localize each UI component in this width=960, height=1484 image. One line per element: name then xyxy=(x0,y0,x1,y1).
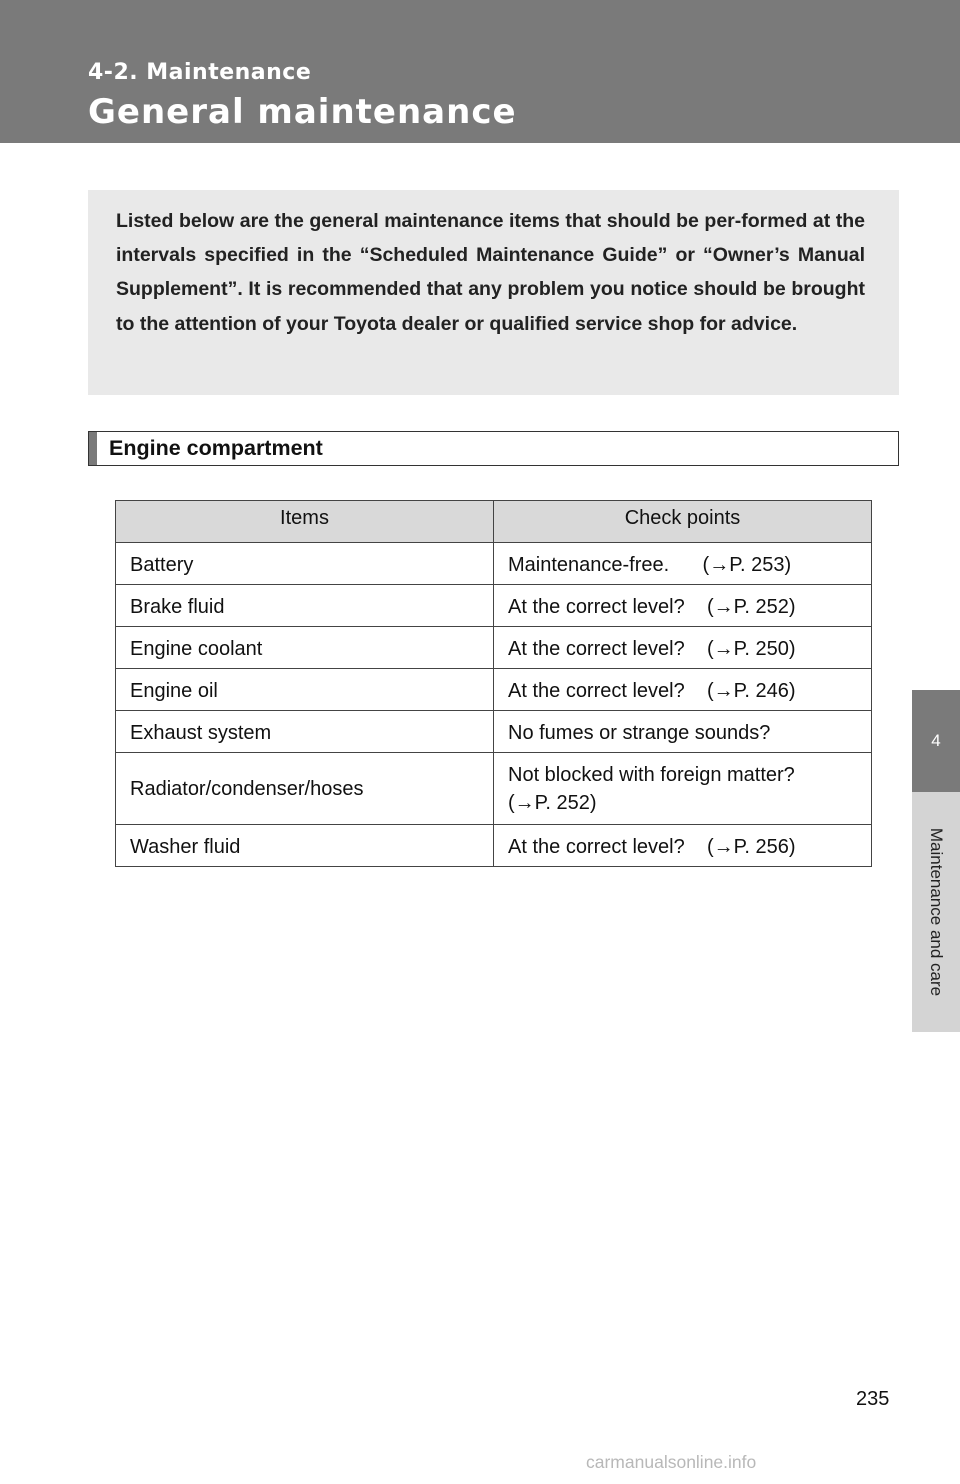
subheading-label: Engine compartment xyxy=(109,436,323,460)
row-item: Engine oil xyxy=(116,669,494,711)
section-label: 4-2. Maintenance xyxy=(88,60,312,85)
intro-box xyxy=(88,190,899,395)
header-items: Items xyxy=(116,501,494,543)
row-item: Washer fluid xyxy=(116,825,494,867)
header-check-points: Check points xyxy=(494,501,872,543)
table-header-row xyxy=(116,501,872,543)
table-row xyxy=(116,753,872,825)
row-check: At the correct level? (→P. 250) xyxy=(494,627,872,669)
row-check: At the correct level? (→P. 256) xyxy=(494,825,872,867)
chapter-tab-label: Maintenance and care xyxy=(927,827,946,997)
table-row xyxy=(116,825,872,867)
page-title: General maintenance xyxy=(88,92,517,132)
table-row xyxy=(116,669,872,711)
table-row xyxy=(116,711,872,753)
watermark-text: carmanualsonline.info xyxy=(586,1452,757,1472)
row-check: Maintenance-free. (→P. 253) xyxy=(494,543,872,585)
chapter-tab xyxy=(912,792,960,1032)
row-item: Radiator/condenser/hoses xyxy=(116,753,494,825)
row-item: Engine coolant xyxy=(116,627,494,669)
row-check: At the correct level? (→P. 252) xyxy=(494,585,872,627)
page-header xyxy=(0,0,960,143)
row-item: Battery xyxy=(116,543,494,585)
maintenance-table xyxy=(115,500,872,867)
table-row xyxy=(116,543,872,585)
table-row xyxy=(116,627,872,669)
row-item: Brake fluid xyxy=(116,585,494,627)
row-check: Not blocked with foreign matter? (→P. 252) xyxy=(494,753,872,825)
intro-text: Listed below are the general maintenance items that should be per-formed at the intervals specified in the “Scheduled Maintenance Guide” or “Owner’s Manual Supplement”. It is recommended that any problem you notice should be brought to the attention of your Toyota dealer or qualified service shop for advice. xyxy=(116,210,865,335)
row-item: Exhaust system xyxy=(116,711,494,753)
subheading-bar xyxy=(89,432,97,465)
subheading-engine-compartment xyxy=(88,431,899,466)
chapter-tab-number: 4 xyxy=(912,690,960,792)
row-check: No fumes or strange sounds? xyxy=(494,711,872,753)
page-number: 235 xyxy=(856,1388,890,1410)
table-row xyxy=(116,585,872,627)
row-check: At the correct level? (→P. 246) xyxy=(494,669,872,711)
